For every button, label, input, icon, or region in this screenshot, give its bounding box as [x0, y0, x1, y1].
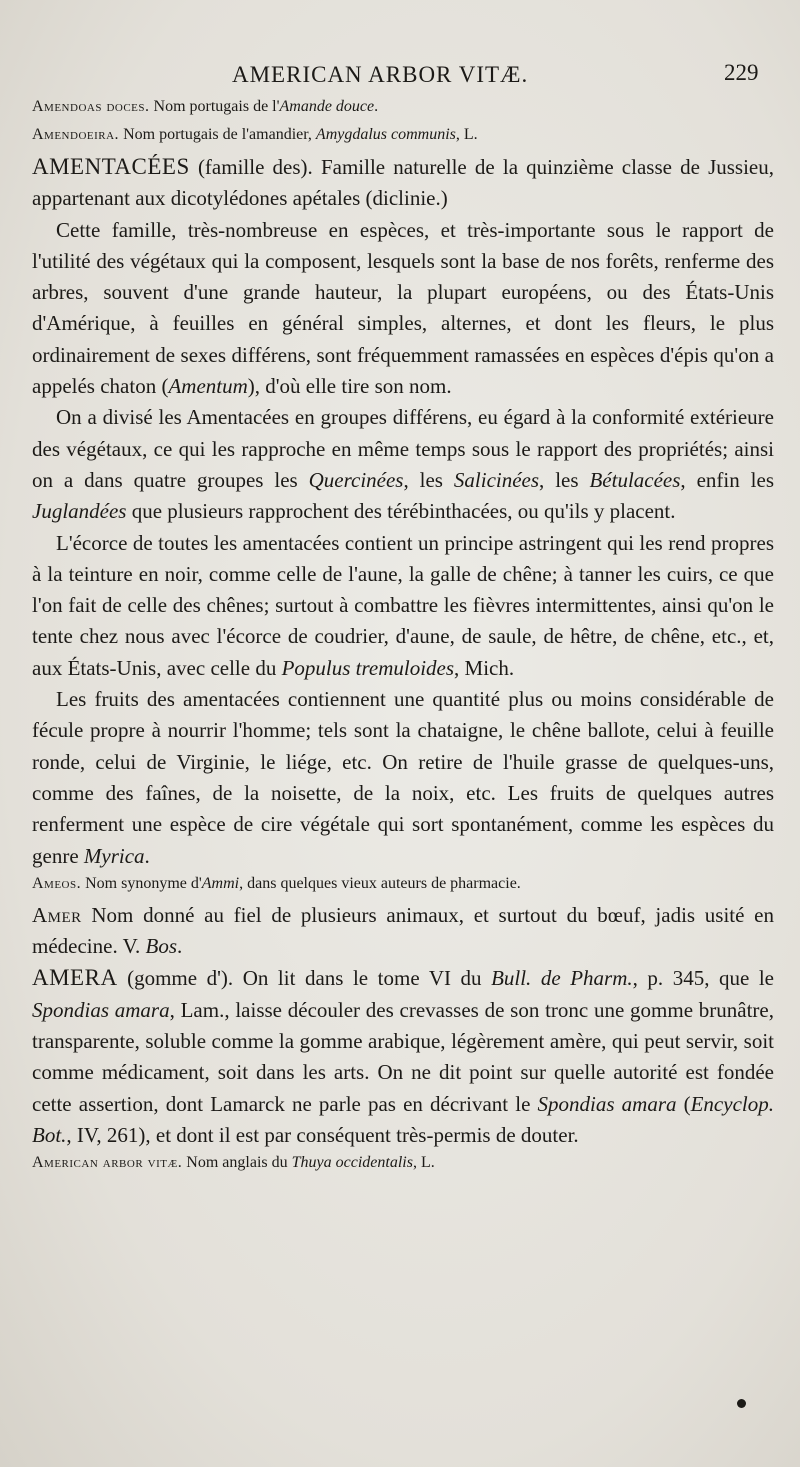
entry-ameos [32, 872, 774, 896]
entry-italic: Encyclop. Bot. [32, 1091, 774, 1147]
entry-text: , les [403, 467, 454, 492]
entry-text: ( [676, 1091, 691, 1116]
entry-italic: Amande douce [279, 98, 375, 115]
entry-text: , dans quelques vieux auteurs de pharmacie. [239, 874, 521, 892]
entry-amera [32, 962, 774, 1151]
entry-italic: Bull. de Pharm. [491, 966, 633, 991]
entry-text: L'écorce de toutes les amentacées contient un principe astringent qui les rend propres à la teinture en noir, comme celle de l'aune, la galle de chêne; à tanner les cuirs, ce que l'on fait de celle des chênes; surtout à combattre les fièvres intermittentes, ainsi qu'on le tente chez nous avec l'écorce de coudrier, d'aune, de saule, de hêtre, de chêne, etc., et, aux États-Unis, avec celle du [32, 530, 774, 680]
paragraph [32, 528, 774, 684]
paragraph [32, 684, 774, 872]
entry-text: On a divisé les Amentacées en groupes différens, eu égard à la conformité extérieure des végétaux, ce qui les rapproche en même temps sous le rapport des propriétés; ainsi on a dans quatre groupes les [32, 405, 774, 492]
ink-dot [737, 1399, 746, 1408]
entry-amer [32, 900, 774, 963]
entry-head: AMENTACÉES [32, 154, 190, 179]
entry-head: Amendoas doces. [32, 98, 150, 115]
entry-text: Cette famille, très-nombreuse en espèces, et très-importante sous le rapport de l'utilité des végétaux qui la composent, lesquels sont la base de nos forêts, renferme des arbres, souvent d'une grande hauteur, la plupart européens, ou des États-Unis d'Amérique, à feuilles en général simples, alternes, et dont les fleurs, le plus ordinairement de sexes différens, sont fréquemment ramassées en espèces d'épis qu'on a appelés chaton ( [32, 217, 774, 399]
page-header [0, 58, 800, 90]
entry-text: . [177, 934, 183, 959]
entry-italic: Quercinées [308, 467, 404, 492]
paragraph [32, 215, 774, 403]
entry-amendoas-doces [32, 95, 774, 119]
entry-text: (famille des). Famille naturelle de la quinzième classe de Jussieu, appartenant aux dicotylédones apétales (diclinie.) [32, 155, 774, 211]
entry-text: Les fruits des amentacées contiennent une quantité plus ou moins considérable de fécule propre à nourrir l'homme; tels sont la chataigne, le chêne ballote, celui à feuille ronde, celui de Virginie, le liége, etc. On retire de l'huile grasse de quelques-uns, comme des faînes, de la noisette, de la noix, etc. Les fruits de quelques autres renferment une espèce de cire végétale qui sort spontanément, comme les espèces du genre [32, 687, 774, 868]
entry-italic: Thuya occidentalis [291, 1154, 413, 1172]
entry-head: Ameos. [32, 874, 82, 892]
entry-text: , enfin les [680, 467, 774, 492]
entry-text: , les [539, 467, 590, 492]
entry-american-arbor-vitae [32, 1151, 774, 1175]
entry-amendoeira [32, 123, 774, 147]
entry-text: . [374, 98, 379, 115]
entry-italic: Amygdalus communis [315, 126, 456, 143]
entry-text: , Mich. [454, 655, 515, 680]
entry-text: Nom donné au fiel de plusieurs animaux, et surtout du bœuf, jadis usité en médecine. V. [32, 902, 774, 959]
entry-text: Nom portugais de l' [153, 98, 280, 115]
entry-head: AMERA [32, 965, 118, 991]
entry-head: Amer [32, 902, 82, 927]
entry-head: American arbor vitæ. [32, 1154, 183, 1172]
entry-amentacees [32, 151, 774, 215]
entry-italic: Populus tremuloides [281, 655, 455, 680]
entry-text: , IV, 261), et dont il est par conséquent très-permis de douter. [66, 1122, 579, 1147]
entry-italic: Juglandées [32, 499, 127, 524]
entry-italic: Bétulacées [589, 467, 681, 492]
entry-italic: Ammi [201, 874, 240, 892]
entry-text: Nom portugais de l'amandier, [123, 126, 316, 143]
entry-italic: Amentum [168, 374, 248, 399]
entry-head: Amendoeira. [32, 126, 120, 143]
entry-text: que plusieurs rapprochent des térébinthacées, ou qu'ils y placent. [126, 499, 676, 524]
entry-text: Nom synonyme d' [85, 874, 202, 892]
entry-text: (gomme d'). On lit dans le tome VI du [127, 966, 492, 991]
entry-italic: Myrica [83, 843, 145, 868]
entry-text: , L. [455, 126, 478, 143]
entry-italic: Bos [145, 934, 178, 959]
running-head: AMERICAN ARBOR VITÆ. [232, 62, 529, 87]
entry-text: , Lam., laisse découler des crevasses de son tronc une gomme brunâtre, transparente, soluble comme la gomme arabique, légèrement amère, qui peut servir, soit comme médicament, soit dans les arts. On ne dit point sur quelle autorité est fondée cette assertion, dont Lamarck ne parle pas en décrivant le [32, 997, 774, 1116]
entry-text: , p. 345, que le [632, 966, 775, 991]
entry-italic: Spondias amara [32, 997, 170, 1022]
entry-text: Nom anglais du [186, 1154, 292, 1172]
entry-text: . [144, 843, 150, 868]
entry-italic: Spondias amara [537, 1091, 677, 1116]
page-number: 229 [724, 60, 759, 85]
entry-text: ), d'où elle tire son nom. [247, 374, 452, 399]
paragraph [32, 402, 774, 527]
entry-text: , L. [412, 1154, 435, 1172]
entry-italic: Salicinées [453, 467, 540, 492]
page-body [32, 95, 774, 1179]
